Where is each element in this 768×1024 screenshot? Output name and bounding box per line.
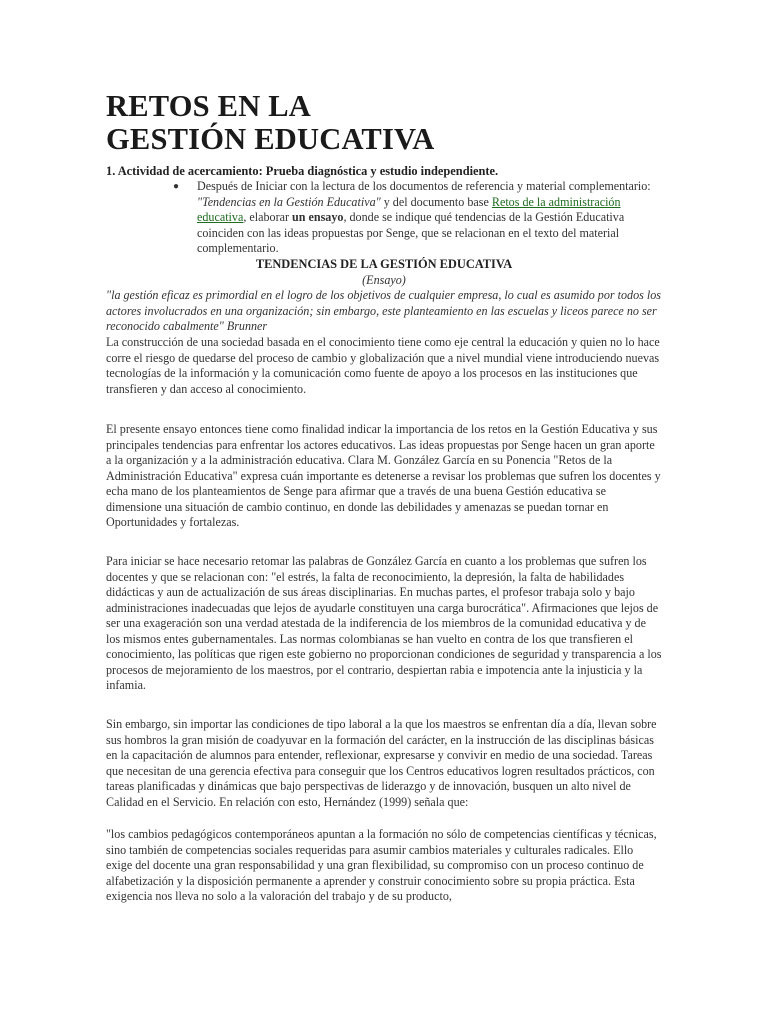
base-document-link[interactable]: Retos de la administración educativa — [197, 194, 621, 224]
instruction-text-b: y del documento base — [383, 194, 492, 209]
epigraph-quote: "la gestión eficaz es primordial en el logro de los objetivos de cualquier empresa, lo cual es asumido por todos los actores involucrados en una organización; sin embargo, este planteamiento en las escuelas y liceos parece no ser reconocido cabalmente" Brunner — [106, 288, 661, 333]
paragraph-1: La construcción de una sociedad basada en el conocimiento tiene como eje central la educación y quien no lo hace corre el riesgo de quedarse del proceso de cambio y globalización que a nivel mundial viene introduciendo nuevas tecnologías de la información y la comunicación como fuente de apoyo a los procesos en las instituciones que transfieren y dan acceso al conocimiento. — [106, 335, 660, 396]
instruction-text-c: , elaborar — [243, 210, 293, 224]
paragraph-4: Sin embargo, sin importar las condiciones de tipo laboral a la que los maestros se enfrentan día a día, llevan sobre sus hombros la gran misión de coadyuvar en la formación del carácter, en la instrucción de las disciplinas básicas en la capacitación de alumnos para entender, reflexionar, expresarse y convivir en medio de una sociedad. Tareas que necesitan de una gerencia efectiva para conseguir que los Centros educativos logren resultados prácticos, con tareas planificadas y dinámicas que bajo perspectivas de liderazgo y de innovación, busquen un alto nivel de Calidad en el Servicio. En relación con esto, Hernández (1999) señala que: — [106, 717, 657, 809]
title-line-2: GESTIÓN EDUCATIVA — [106, 122, 435, 156]
title-line-1: RETOS EN LA — [106, 89, 312, 123]
paragraph-5-quote: "los cambios pedagógicos contemporáneos apuntan a la formación no sólo de competencias científicas y técnicas, sino también de competencias sociales requeridas para asumir cambios materiales y culturales radicales. Ello exige del docente una gran responsabilidad y una gran flexibilidad, su compromiso con un proceso continuo de alfabetización y la disposición permanente a aprender y construir conocimiento sobre su propia práctica. Esta exigencia nos lleva no solo a la valoración del trabajo y de su producto, — [106, 827, 657, 903]
paragraph-2: El presente ensayo entonces tiene como finalidad indicar la importancia de los retos en la Gestión Educativa y sus principales tendencias para enfrentar los actores educativos. Las ideas propuestas por Senge hacen un gran aporte a la organización y a la administración educativa. Clara M. González García en su Ponencia "Retos de la Administración Educativa" expresa cuán importante es detenerse a revisar los problemas que sufren los docentes y echa mano de los planteamientos de Senge para afirmar que a través de una buena Gestión educativa se dimensione una situación de cambio continuo, en donde las debilidades y amenazas se puedan tornar en Oportunidades y fortalezas. — [106, 422, 661, 529]
instruction-reference-title: "Tendencias en la Gestión Educativa" — [197, 194, 384, 209]
paragraph-3: Para iniciar se hace necesario retomar las palabras de González García en cuanto a los problemas que sufren los docentes y que se relacionan con: "el estrés, la falta de reconocimiento, la depresión, la falta de habilidades didácticas y aun de actualización de sus áreas disciplinarias. En muchas partes, el profesor trabaja solo y bajo administraciones inadecuadas que lejos de ayudarle constituyen una carga burocrática". Afirmaciones que lejos de ser una exageración son una verdad atestada de la indiferencia de los miembros de la comunidad educativa y de los mismos entes gubernamentales. Las normas colombianas se han vuelto en contra de los que transfieren el conocimiento, las políticas que rigen este gobierno no proporcionan condiciones de seguridad y transparencia a los procesos de mejoramiento de los maestros, por el contrario, despiertan rabia e impotencia ante la injusticia y la infamia. — [106, 554, 662, 692]
instruction-text — [197, 179, 658, 257]
essay-title: TENDENCIAS DE LA GESTIÓN EDUCATIVA — [255, 257, 513, 271]
bullet-dot-icon: ● — [173, 181, 180, 192]
instruction-bold-essay: un ensayo — [292, 210, 344, 224]
document-title — [106, 90, 666, 156]
instruction-text-d: , donde se indique qué tendencias de la Gestión Educativa coinciden con las ideas propuestas por Senge, que se relacionan en el texto del material complementario. — [197, 210, 625, 255]
essay-subtitle: (Ensayo) — [362, 273, 406, 287]
instruction-text-a: Después de Iniciar con la lectura de los documentos de referencia y material complementario: — [197, 179, 651, 193]
activity-heading: 1. Actividad de acercamiento: Prueba diagnóstica y estudio independiente. — [106, 164, 499, 178]
